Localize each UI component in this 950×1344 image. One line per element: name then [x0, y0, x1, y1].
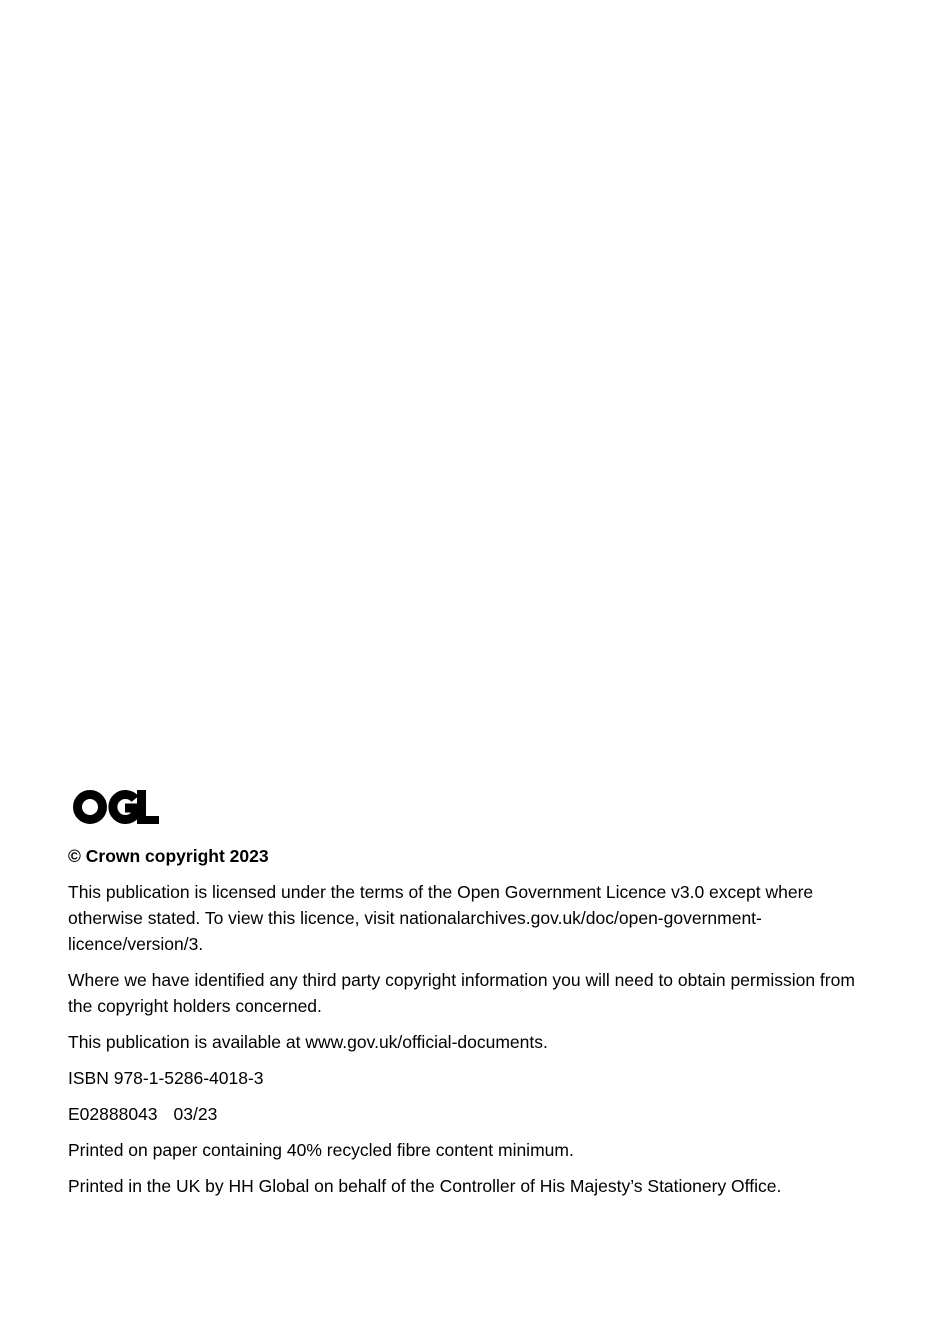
ogl-logo-icon [73, 788, 159, 826]
document-date: 03/23 [173, 1104, 218, 1124]
printer-paragraph: Printed in the UK by HH Global on behalf of the Controller of His Majesty’s Stationery Office. [68, 1176, 782, 1196]
third-party-paragraph: Where we have identified any third party copyright information you will need to obtain permission from the copyright holders concerned. [68, 970, 855, 1016]
copyright-notice: © Crown copyright 2023 [68, 846, 269, 866]
availability-paragraph: This publication is available at www.gov.uk/official-documents. [68, 1032, 548, 1052]
document-code-line [68, 1101, 868, 1127]
document-code: E02888043 [68, 1104, 158, 1124]
imprint-block [68, 788, 868, 1199]
licence-paragraph: This publication is licensed under the terms of the Open Government Licence v3.0 except where otherwise stated. To view this licence, visit nationalarchives.gov.uk/doc/open-government-licence/version/3. [68, 882, 814, 954]
isbn-line: ISBN 978-1-5286-4018-3 [68, 1068, 264, 1088]
paper-paragraph: Printed on paper containing 40% recycled fibre content minimum. [68, 1140, 574, 1160]
